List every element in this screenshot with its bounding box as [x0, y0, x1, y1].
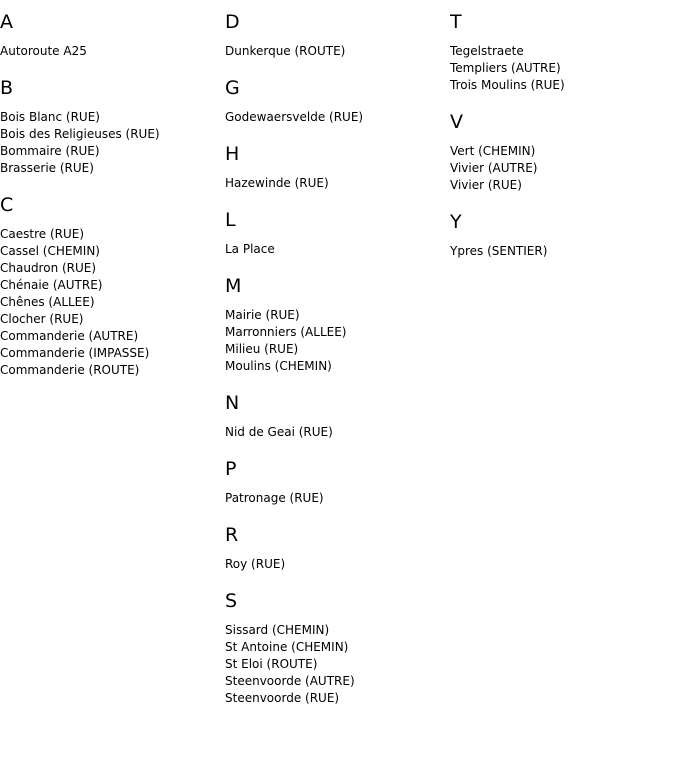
street-item[interactable]: Chaudron (RUE) — [0, 261, 97, 275]
street-item[interactable]: Autoroute A25 — [0, 44, 87, 58]
letter-heading: V — [450, 111, 463, 133]
street-item[interactable]: Vivier (AUTRE) — [450, 161, 538, 175]
street-list — [225, 109, 445, 126]
street-item[interactable]: Moulins (CHEMIN) — [225, 359, 332, 373]
street-item[interactable]: Chênes (ALLEE) — [0, 295, 95, 309]
letter-heading: M — [225, 275, 242, 297]
street-list — [225, 307, 445, 375]
street-item[interactable]: Clocher (RUE) — [0, 312, 84, 326]
index-column — [450, 10, 670, 276]
street-item[interactable]: Milieu (RUE) — [225, 342, 299, 356]
letter-group-y — [450, 210, 670, 260]
letter-heading: B — [0, 77, 14, 99]
letter-heading: H — [225, 143, 240, 165]
street-item[interactable]: Mairie (RUE) — [225, 308, 300, 322]
street-item[interactable]: Hazewinde (RUE) — [225, 176, 329, 190]
letter-heading: L — [225, 209, 236, 231]
street-list — [0, 43, 220, 60]
letter-group-a — [0, 10, 220, 60]
street-list — [225, 490, 445, 507]
letter-heading: S — [225, 590, 238, 612]
letter-heading: R — [225, 524, 239, 546]
street-item[interactable]: Steenvoorde (AUTRE) — [225, 674, 355, 688]
street-list — [0, 226, 220, 379]
street-list — [0, 109, 220, 177]
street-list — [450, 243, 670, 260]
street-item[interactable]: Bommaire (RUE) — [0, 144, 100, 158]
street-item[interactable]: Bois Blanc (RUE) — [0, 110, 100, 124]
street-item[interactable]: St Antoine (CHEMIN) — [225, 640, 349, 654]
street-item[interactable]: Templiers (AUTRE) — [450, 61, 561, 75]
street-item[interactable]: Cassel (CHEMIN) — [0, 244, 100, 258]
street-item[interactable]: Commanderie (AUTRE) — [0, 329, 139, 343]
street-list — [225, 556, 445, 573]
street-list — [225, 241, 445, 258]
street-list — [225, 175, 445, 192]
letter-heading: D — [225, 11, 240, 33]
street-list — [450, 43, 670, 94]
letter-group-s — [225, 589, 445, 707]
letter-heading: P — [225, 458, 237, 480]
letter-group-d — [225, 10, 445, 60]
street-item[interactable]: St Eloi (ROUTE) — [225, 657, 318, 671]
street-item[interactable]: Caestre (RUE) — [0, 227, 85, 241]
index-column — [0, 10, 220, 395]
street-item[interactable]: La Place — [225, 242, 275, 256]
street-item[interactable]: Patronage (RUE) — [225, 491, 324, 505]
street-item[interactable]: Marronniers (ALLEE) — [225, 325, 347, 339]
street-item[interactable]: Ypres (SENTIER) — [450, 244, 548, 258]
street-list — [225, 43, 445, 60]
street-item[interactable]: Tegelstraete — [450, 44, 524, 58]
street-item[interactable]: Roy (RUE) — [225, 557, 286, 571]
street-item[interactable]: Vert (CHEMIN) — [450, 144, 536, 158]
letter-heading: A — [0, 11, 13, 33]
letter-group-g — [225, 76, 445, 126]
street-item[interactable]: Bois des Religieuses (RUE) — [0, 127, 160, 141]
street-item[interactable]: Commanderie (ROUTE) — [0, 363, 140, 377]
street-item[interactable]: Steenvoorde (RUE) — [225, 691, 340, 705]
street-item[interactable]: Trois Moulins (RUE) — [450, 78, 565, 92]
letter-heading: N — [225, 392, 240, 414]
street-item[interactable]: Vivier (RUE) — [450, 178, 522, 192]
letter-group-m — [225, 274, 445, 375]
letter-group-l — [225, 208, 445, 258]
street-item[interactable]: Nid de Geai (RUE) — [225, 425, 333, 439]
letter-group-t — [450, 10, 670, 94]
street-list — [225, 622, 445, 707]
street-list — [450, 143, 670, 194]
letter-heading: C — [0, 194, 14, 216]
letter-heading: T — [450, 11, 462, 33]
letter-heading: G — [225, 77, 240, 99]
street-item[interactable]: Chénaie (AUTRE) — [0, 278, 103, 292]
letter-group-c — [0, 193, 220, 379]
street-item[interactable]: Godewaersvelde (RUE) — [225, 110, 364, 124]
street-list — [225, 424, 445, 441]
street-item[interactable]: Dunkerque (ROUTE) — [225, 44, 346, 58]
street-item[interactable]: Commanderie (IMPASSE) — [0, 346, 150, 360]
letter-heading: Y — [450, 211, 462, 233]
letter-group-v — [450, 110, 670, 194]
letter-group-h — [225, 142, 445, 192]
letter-group-p — [225, 457, 445, 507]
street-item[interactable]: Sissard (CHEMIN) — [225, 623, 330, 637]
letter-group-r — [225, 523, 445, 573]
letter-group-b — [0, 76, 220, 177]
letter-group-n — [225, 391, 445, 441]
street-item[interactable]: Brasserie (RUE) — [0, 161, 94, 175]
index-column — [225, 10, 445, 723]
